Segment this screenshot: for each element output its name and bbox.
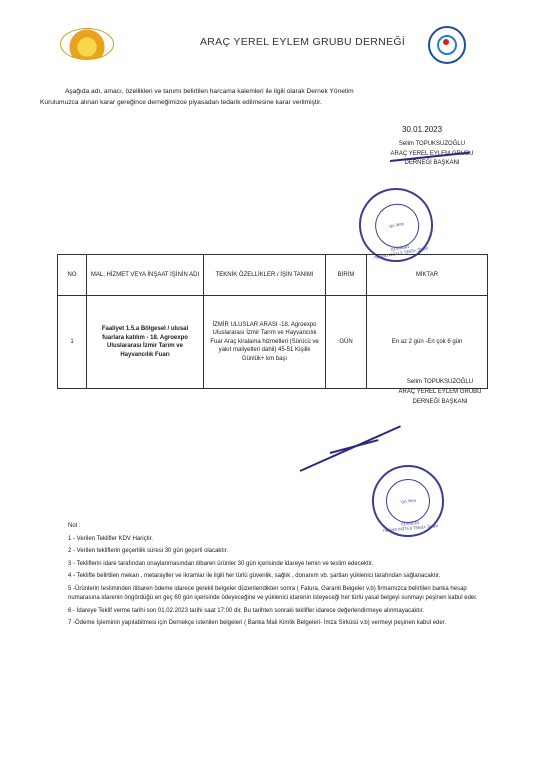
signer-name: Selim TOPUKSUZOĞLU: [406, 379, 474, 385]
note-item: 2 - Verilen tekliflerin geçerlilik süresi 30 gün geçerli olacaktır.: [68, 548, 229, 554]
cell-unit: GÜN: [326, 296, 367, 389]
note-item: 4 - Teklifte belirtilen mekan , metarayller ve ikramlar ile ilgili her türlü güvenlik, sağlık , donanım vb. şartları yüklenici tarafından sağlanacaktır.: [68, 573, 441, 579]
table-header-row: [58, 255, 488, 296]
signer-name: Selim TOPUKSUZOĞLU: [398, 141, 466, 147]
signer-org: ARAÇ YEREL EYLEM GRUBU: [398, 389, 482, 395]
signer-role: DERNEĞİ BAŞKANI: [404, 160, 460, 166]
notes-heading: Not :: [68, 523, 81, 529]
note-item: 7 -Ödeme İşleminin yapılabilmesi için Dernekçe istenilen belgeleri ( Banka Mali Kimlik Belgeleri- İmza Sirküsü v.b) vermeyi peşinen kabul eder.: [68, 620, 447, 626]
cell-spec: İZMİR ULUSLAR ARASI -18. Agroexpo Uluslararası İzmir Tarım ve Hayvancılık Fuar Araç kiralama hizmetleri (Sürücü ve yakıt maliyetleri dahil) 45-51 Kişilik Günlük+ km başı: [204, 296, 326, 389]
signer-role: DERNEĞİ BAŞKANI: [412, 399, 468, 405]
header-unit: BİRİM: [326, 255, 367, 296]
document-date: 30.01.2023: [402, 125, 443, 134]
note-item: 3 - Tekliflerin idare tarafından onaylanmasından itibaren ürünler 30 gün içerisinde idareye temin ve teslim edecektir.: [68, 560, 374, 567]
official-stamp: ARAÇ YEREL EYLEM GRUBU DERNEĞİ Araç VD.: [369, 462, 447, 540]
items-table: [57, 254, 488, 389]
note-item: 5 -Ürünlerin tesliminden itibaren ödeme idarece gerekli belgeler düzenlendikten sonra ( Fatura, Garanti Belgeler v.b) firmamızca belirtilen banka hesap numarasına idarenin öngördüğü en geç 60 gün içerisinde ödeyeceğine ve yüklenici idarenin isteyeceği her türlü yasal belgeyi sunmayı peşinen kabul eder.: [68, 585, 478, 601]
handwritten-signature-stroke: [330, 439, 379, 454]
table-row: [58, 296, 488, 389]
notes-section: [68, 522, 498, 632]
header-qty: MİKTAR: [367, 255, 488, 296]
signature-block-bottom: [380, 377, 500, 407]
cell-qty: En az 2 gün -En çok 6 gün: [367, 296, 488, 389]
header-no: NO: [58, 255, 87, 296]
note-item: 6 - İdareye Teklif verme tarihi son 01.02.2023 tarihi saat 17:00 dir. Bu tarihten sonraki teklifler idarece değerlendirmeye alınmayacaktır.: [68, 607, 425, 614]
signer-org: ARAÇ YEREL EYLEM GRUBU: [390, 150, 474, 157]
ministry-logo: [428, 26, 466, 64]
ministry-emblem-icon: [437, 35, 457, 55]
intro-paragraph: Aşağıda adı, amacı, özellikleri ve tanımı belirtilen harcama kalemleri ile ilgili olarak Dernek Yönetim Kurulumuzca alınan karar gereğince derneğimizce piyasadan tedarik edilmesine karar verilmiştir.: [40, 88, 354, 106]
cell-item: Faaliyet 1.5.a Bölgesel / ulusal fuarlara katılım - 18. Agroexpo Uluslararası İzmir Tarım ve Hayvancılık Fuarı: [87, 296, 204, 389]
page-title: ARAÇ YEREL EYLEM GRUBU DERNEĞİ: [200, 36, 406, 48]
official-stamp: ARAÇ YEREL EYLEM GRUBU DERNEĞİ Araç VD.: [353, 182, 439, 268]
cell-no: 1: [58, 296, 87, 389]
signature-block-top: [372, 140, 492, 169]
note-item: 1 - Verilen Teklifler KDV Hariçtir.: [68, 535, 153, 542]
header-spec: TEKNİK ÖZELLİKLER / İŞİN TANIMI: [204, 255, 326, 296]
handwritten-signature: [300, 425, 401, 472]
association-logo: [60, 28, 114, 60]
header-item: MAL, HİZMET VEYA İNŞAAT İŞİNİN ADI: [87, 255, 204, 296]
